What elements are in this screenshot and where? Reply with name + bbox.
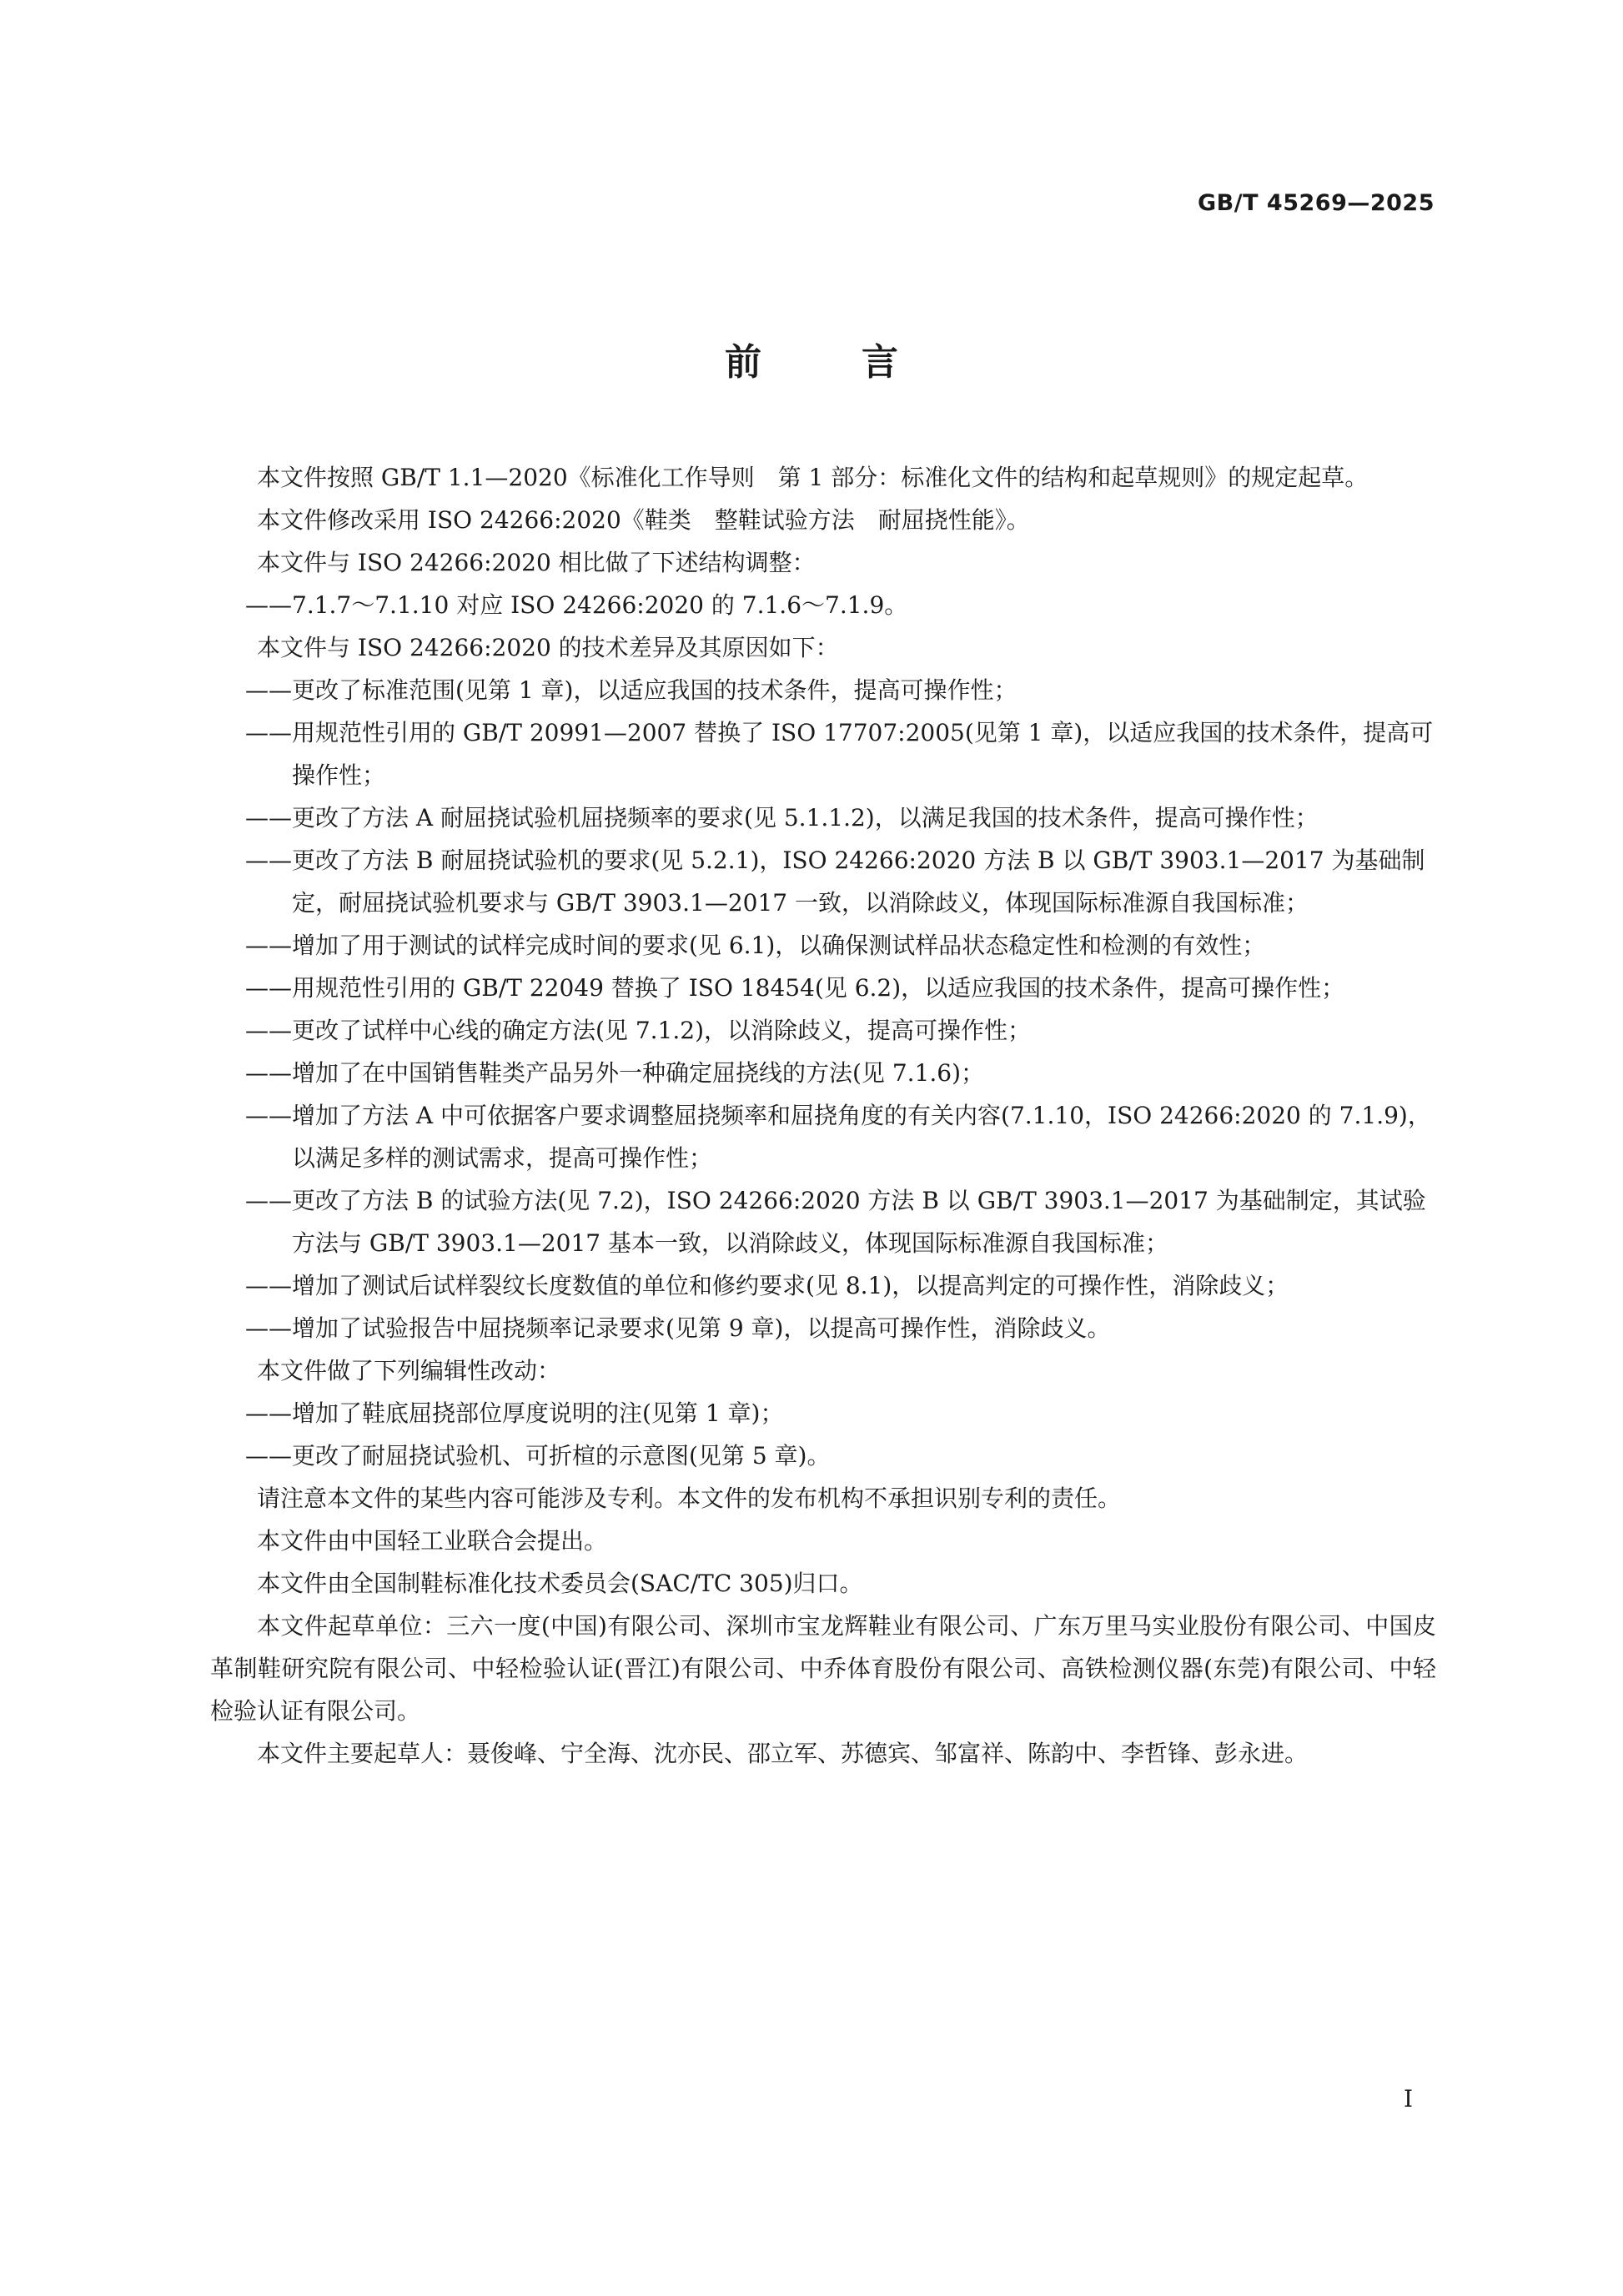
list-item (210, 584, 1436, 626)
list-item (210, 711, 1436, 796)
list-dash: —— (245, 719, 292, 746)
list-item-text: 更改了标准范围(见第 1 章)，以适应我国的技术条件，提高可操作性； (292, 676, 1018, 704)
list-dash: —— (245, 804, 292, 831)
list-item (210, 1179, 1436, 1264)
list-item (210, 1307, 1436, 1349)
list-item-text: 增加了试验报告中屈挠频率记录要求(见第 9 章)，以提高可操作性，消除歧义。 (292, 1314, 1111, 1342)
paragraph: 本文件起草单位：三六一度(中国)有限公司、深圳市宝龙辉鞋业有限公司、广东万里马实业股份有限公司、中国皮革制鞋研究院有限公司、中轻检验认证(晋江)有限公司、中乔体育股份有限公司、高铁检测仪器(东莞)有限公司、中轻检验认证有限公司。 (210, 1612, 1436, 1725)
list-item-text: 增加了用于测试的试样完成时间的要求(见 6.1)，以确保测试样品状态稳定性和检测的有效性； (292, 932, 1266, 959)
paragraph: 本文件与 ISO 24266:2020 的技术差异及其原因如下： (257, 634, 839, 661)
list-item-text: 用规范性引用的 GB/T 22049 替换了 ISO 18454(见 6.2)，以适应我国的技术条件，提高可操作性； (292, 974, 1345, 1002)
list-dash: —— (245, 1017, 292, 1044)
standard-code: GB/T 45269—2025 (1198, 190, 1435, 216)
list-dash: —— (245, 847, 292, 874)
paragraph: 本文件由中国轻工业联合会提出。 (257, 1527, 608, 1555)
list-dash: —— (245, 591, 292, 619)
list-dash: —— (245, 1442, 292, 1470)
list-item-text: 增加了方法 A 中可依据客户要求调整屈挠频率和屈挠角度的有关内容(7.1.10，ISO 24266:2020 的 7.1.9)，以满足多样的测试需求，提高可操作性； (292, 1102, 1431, 1172)
paragraph: 本文件与 ISO 24266:2020 相比做了下述结构调整： (257, 549, 816, 576)
list-item-text: 更改了试样中心线的确定方法(见 7.1.2)，以消除歧义，提高可操作性； (292, 1017, 1031, 1044)
list-item (210, 1434, 1436, 1477)
list-dash: —— (245, 1399, 292, 1427)
list-item-text: 7.1.7～7.1.10 对应 ISO 24266:2020 的 7.1.6～7.1.9。 (292, 591, 908, 619)
paragraph: 本文件做了下列编辑性改动： (257, 1357, 561, 1384)
list-item (210, 967, 1436, 1009)
list-dash: —— (245, 676, 292, 704)
page-title: 前言 (725, 341, 998, 384)
page-number: I (1403, 2085, 1413, 2113)
list-item (210, 1009, 1436, 1052)
list-item-text: 增加了测试后试样裂纹长度数值的单位和修约要求(见 8.1)，以提高判定的可操作性，消除歧义； (292, 1272, 1289, 1299)
paragraph: 本文件由全国制鞋标准化技术委员会(SAC/TC 305)归口。 (257, 1570, 863, 1597)
list-item (210, 839, 1436, 924)
list-item (210, 1052, 1436, 1094)
paragraph: 本文件按照 GB/T 1.1—2020《标准化工作导则 第 1 部分：标准化文件的结构和起草规则》的规定起草。 (257, 464, 1369, 491)
paragraph: 本文件修改采用 ISO 24266:2020《鞋类 整鞋试验方法 耐屈挠性能》。 (257, 506, 1030, 534)
paragraph: 本文件主要起草人：聂俊峰、宁全海、沈亦民、邵立军、苏德宾、邹富祥、陈韵中、李哲锋、彭永进。 (257, 1740, 1309, 1767)
list-item (210, 669, 1436, 711)
list-item (210, 1264, 1436, 1307)
list-dash: —— (245, 1102, 292, 1129)
list-item (210, 796, 1436, 839)
list-item (210, 1392, 1436, 1434)
list-dash: —— (245, 1314, 292, 1342)
list-item-text: 更改了方法 A 耐屈挠试验机屈挠频率的要求(见 5.1.1.2)，以满足我国的技术条件，提高可操作性； (292, 804, 1319, 831)
list-item-text: 用规范性引用的 GB/T 20991—2007 替换了 ISO 17707:2005(见第 1 章)，以适应我国的技术条件，提高可操作性； (292, 719, 1434, 789)
list-item-text: 增加了鞋底屈挠部位厚度说明的注(见第 1 章)； (292, 1399, 784, 1427)
list-item (210, 924, 1436, 967)
list-dash: —— (245, 1187, 292, 1214)
list-item-text: 更改了方法 B 耐屈挠试验机的要求(见 5.2.1)，ISO 24266:2020 方法 B 以 GB/T 3903.1—2017 为基础制定，耐屈挠试验机要求与 GB/T 3903.1—2017 一致，以消除歧义，体现国际标准源自我国标准； (292, 847, 1425, 917)
list-item-text: 更改了耐屈挠试验机、可折楦的示意图(见第 5 章)。 (292, 1442, 831, 1470)
list-dash: —— (245, 932, 292, 959)
list-item-text: 更改了方法 B 的试验方法(见 7.2)，ISO 24266:2020 方法 B 以 GB/T 3903.1—2017 为基础制定，其试验方法与 GB/T 3903.1—2017 基本一致，以消除歧义，体现国际标准源自我国标准； (292, 1187, 1426, 1257)
list-dash: —— (245, 1059, 292, 1087)
list-item (210, 1094, 1436, 1179)
list-dash: —— (245, 974, 292, 1002)
document-body (210, 456, 1436, 1775)
list-item-text: 增加了在中国销售鞋类产品另外一种确定屈挠线的方法(见 7.1.6)； (292, 1059, 984, 1087)
paragraph: 请注意本文件的某些内容可能涉及专利。本文件的发布机构不承担识别专利的责任。 (257, 1485, 1122, 1512)
list-dash: —— (245, 1272, 292, 1299)
